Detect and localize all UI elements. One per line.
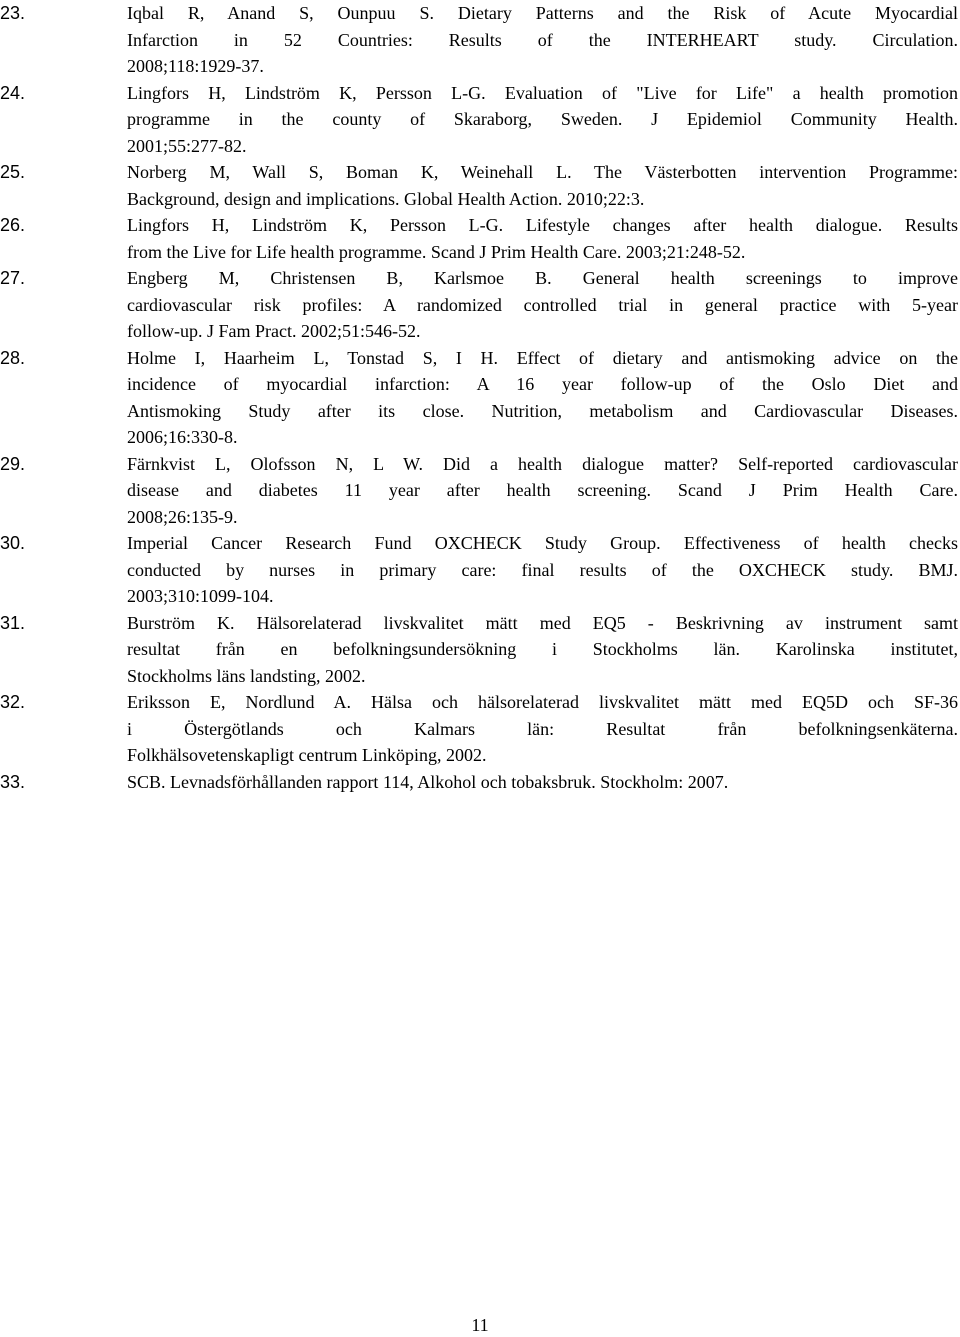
reference-text: [127, 530, 958, 610]
reference-line: Burström K. Hälsorelaterad livskvalitet mätt med EQ5 - Beskrivning av instrument samt: [127, 612, 958, 633]
reference-entry: [0, 159, 958, 212]
reference-entry: [0, 610, 958, 690]
reference-entry: [0, 769, 958, 796]
reference-line: Norberg M, Wall S, Boman K, Weinehall L. The Västerbotten intervention Programme:: [127, 162, 958, 182]
reference-entry: [0, 80, 958, 160]
reference-line: Färnkvist L, Olofsson N, L W. Did a health dialogue matter? Self-reported cardiovascular: [127, 453, 958, 474]
reference-line: Stockholms läns landsting, 2002.: [127, 665, 366, 686]
reference-line: 2003;310:1099-104.: [127, 586, 274, 606]
reference-text: [127, 451, 958, 531]
reference-line: incidence of myocardial infarction: A 16 year follow-up of the Oslo Diet and: [127, 374, 958, 394]
reference-number: 28.: [0, 347, 26, 368]
reference-line: Antismoking Study after its close. Nutrition, metabolism and Cardiovascular Diseases.: [127, 400, 958, 421]
reference-number: 31.: [0, 612, 26, 633]
reference-entry: [0, 265, 958, 345]
reference-line: Imperial Cancer Research Fund OXCHECK Study Group. Effectiveness of health checks: [127, 533, 958, 553]
reference-number: 25.: [0, 162, 26, 182]
page-number: 11: [471, 1315, 489, 1335]
reference-line: from the Live for Life health programme. Scand J Prim Health Care. 2003;21:248-52.: [127, 241, 746, 262]
reference-line: SCB. Levnadsförhållanden rapport 114, Alkohol och tobaksbruk. Stockholm: 2007.: [127, 771, 729, 792]
reference-text: [127, 689, 958, 769]
reference-entry: [0, 451, 958, 531]
reference-line: Folkhälsovetenskapligt centrum Linköping, 2002.: [127, 745, 487, 765]
reference-line: 2008;26:135-9.: [127, 506, 238, 527]
reference-line: follow-up. J Fam Pract. 2002;51:546-52.: [127, 321, 421, 341]
reference-text: [127, 265, 958, 345]
reference-text: [127, 80, 958, 160]
reference-entry: [0, 212, 958, 265]
reference-number: 32.: [0, 692, 26, 712]
reference-entry: [0, 689, 958, 769]
reference-line: resultat från en befolkningsundersökning i Stockholms län. Karolinska institutet,: [127, 639, 958, 659]
reference-line: cardiovascular risk profiles: A randomized controlled trial in general practice with 5-year: [127, 294, 958, 315]
reference-line: 2008;118:1929-37.: [127, 56, 264, 76]
reference-line: Background, design and implications. Global Health Action. 2010;22:3.: [127, 188, 645, 209]
reference-text: [127, 769, 958, 796]
reference-entry: [0, 530, 958, 610]
reference-entry: [0, 345, 958, 451]
reference-number: 27.: [0, 268, 26, 288]
reference-line: conducted by nurses in primary care: final results of the OXCHECK study. BMJ.: [127, 559, 958, 580]
reference-line: Iqbal R, Anand S, Ounpuu S. Dietary Patterns and the Risk of Acute Myocardial: [127, 3, 958, 23]
reference-line: Infarction in 52 Countries: Results of the INTERHEART study. Circulation.: [127, 29, 958, 50]
reference-text: [127, 159, 958, 212]
reference-line: i Östergötlands och Kalmars län: Resultat från befolkningsenkäterna.: [127, 718, 958, 739]
reference-entry: [0, 0, 958, 80]
reference-number: 30.: [0, 533, 26, 553]
reference-number: 33.: [0, 771, 26, 792]
reference-text: [127, 345, 958, 451]
reference-text: [127, 610, 958, 690]
reference-line: disease and diabetes 11 year after health screening. Scand J Prim Health Care.: [127, 480, 958, 500]
reference-line: 2006;16:330-8.: [127, 427, 238, 447]
reference-line: Holme I, Haarheim L, Tonstad S, I H. Effect of dietary and antismoking advice on the: [127, 347, 958, 368]
reference-line: Engberg M, Christensen B, Karlsmoe B. General health screenings to improve: [127, 268, 958, 288]
reference-text: [127, 0, 958, 80]
reference-line: programme in the county of Skaraborg, Sweden. J Epidemiol Community Health.: [127, 109, 958, 129]
reference-number: 24.: [0, 82, 26, 103]
reference-line: Lingfors H, Lindström K, Persson L-G. Evaluation of "Live for Life" a health promotion: [127, 82, 958, 103]
reference-line: Eriksson E, Nordlund A. Hälsa och hälsorelaterad livskvalitet mätt med EQ5D och SF-36: [127, 692, 958, 712]
reference-text: [127, 212, 958, 265]
reference-line: Lingfors H, Lindström K, Persson L-G. Lifestyle changes after health dialogue. Results: [127, 215, 958, 235]
reference-number: 23.: [0, 3, 26, 23]
reference-line: 2001;55:277-82.: [127, 135, 247, 156]
reference-number: 26.: [0, 215, 26, 235]
reference-number: 29.: [0, 453, 26, 474]
